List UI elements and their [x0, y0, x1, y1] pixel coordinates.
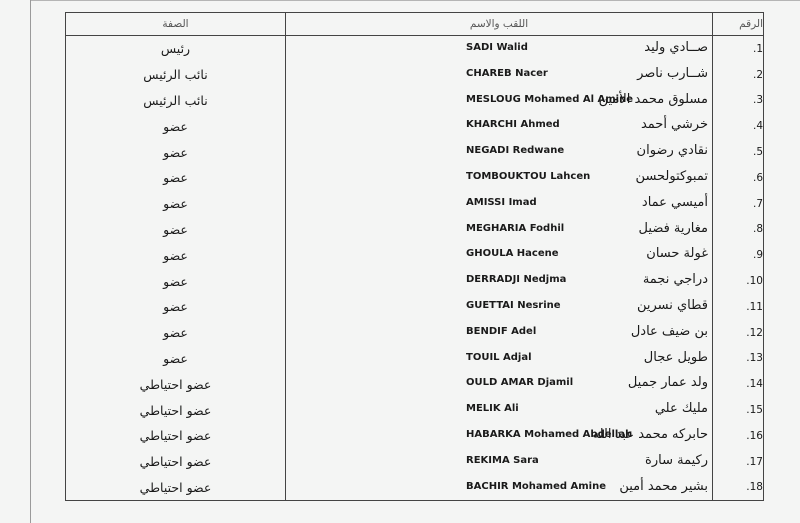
arabic-name: غولة حسان — [646, 246, 708, 262]
latin-name: HABARKA Mohamed Abdellah — [466, 428, 633, 440]
row-name-cell — [286, 475, 713, 501]
row-name-cell — [286, 139, 713, 165]
row-role: عضو احتياطي — [66, 449, 286, 475]
row-role: عضو — [66, 113, 286, 139]
table-row — [66, 242, 764, 268]
table-row — [66, 423, 764, 449]
page-left-border — [30, 0, 31, 523]
arabic-name: تمبوكتولحسن — [635, 168, 708, 184]
table-row — [66, 36, 764, 62]
table-row — [66, 346, 764, 372]
latin-name: NEGADI Redwane — [466, 145, 565, 157]
row-name-cell — [286, 191, 713, 217]
table-row — [66, 113, 764, 139]
latin-name: KHARCHI Ahmed — [466, 119, 560, 131]
latin-name: AMISSI Imad — [466, 196, 537, 208]
row-role: عضو — [66, 139, 286, 165]
row-name-cell — [286, 346, 713, 372]
arabic-name: حابركه محمد عبد الله — [592, 426, 708, 442]
row-number: 17. — [713, 449, 764, 475]
row-number: 1. — [713, 36, 764, 62]
header-role: الصفة — [66, 13, 286, 36]
row-number: 11. — [713, 294, 764, 320]
row-name-cell — [286, 217, 713, 243]
latin-name: REKIMA Sara — [466, 454, 539, 466]
row-number: 2. — [713, 62, 764, 88]
row-role: عضو احتياطي — [66, 371, 286, 397]
latin-name: OULD AMAR Djamil — [466, 377, 574, 389]
table-header — [66, 13, 764, 36]
arabic-name: دراجي نجمة — [642, 272, 708, 288]
arabic-name: مغارية فضيل — [638, 220, 708, 236]
latin-name: BACHIR Mohamed Amine — [466, 480, 606, 492]
row-name-cell — [286, 88, 713, 114]
arabic-name: مليك علي — [654, 401, 708, 417]
header-row — [66, 13, 764, 36]
row-role: عضو احتياطي — [66, 397, 286, 423]
arabic-name: صــادي وليد — [644, 40, 708, 55]
arabic-name: أميسي عماد — [641, 194, 708, 210]
row-name-cell — [286, 36, 713, 62]
row-name-cell — [286, 113, 713, 139]
row-role: عضو — [66, 242, 286, 268]
table-row — [66, 268, 764, 294]
row-role: عضو احتياطي — [66, 423, 286, 449]
row-role: عضو — [66, 268, 286, 294]
row-role: عضو — [66, 346, 286, 372]
row-role: عضو — [66, 320, 286, 346]
row-role: عضو — [66, 165, 286, 191]
arabic-name: طويل عجال — [643, 349, 708, 365]
members-table — [65, 12, 764, 501]
arabic-name: خرشي أحمد — [640, 117, 708, 133]
table-row — [66, 139, 764, 165]
arabic-name: قطاي نسرين — [636, 297, 708, 313]
row-role: رئيس — [66, 36, 286, 62]
row-name-cell — [286, 371, 713, 397]
row-number: 4. — [713, 113, 764, 139]
table-body — [66, 36, 764, 501]
arabic-name: بشير محمد أمين — [619, 478, 708, 494]
arabic-name: ولد عمار جميل — [627, 375, 708, 391]
row-number: 5. — [713, 139, 764, 165]
row-role: عضو — [66, 217, 286, 243]
table-row — [66, 475, 764, 501]
row-name-cell — [286, 268, 713, 294]
latin-name: TOUIL Adjal — [466, 351, 532, 363]
row-number: 18. — [713, 475, 764, 501]
arabic-name: ركيمة سارة — [645, 452, 708, 468]
latin-name: SADI Walid — [466, 42, 528, 53]
row-name-cell — [286, 294, 713, 320]
latin-name: GHOULA Hacene — [466, 248, 559, 260]
row-name-cell — [286, 423, 713, 449]
row-number: 8. — [713, 217, 764, 243]
row-role: عضو — [66, 294, 286, 320]
latin-name: CHAREB Nacer — [466, 67, 548, 79]
latin-name: GUETTAI Nesrine — [466, 299, 561, 311]
row-name-cell — [286, 165, 713, 191]
row-name-cell — [286, 242, 713, 268]
row-name-cell — [286, 320, 713, 346]
table-row — [66, 217, 764, 243]
row-number: 10. — [713, 268, 764, 294]
arabic-name: شــارب ناصر — [637, 65, 708, 81]
table-row — [66, 88, 764, 114]
arabic-name: مسلوق محمد الأمين — [598, 91, 708, 107]
table-row — [66, 62, 764, 88]
row-number: 3. — [713, 88, 764, 114]
header-number: الرقم — [713, 13, 764, 36]
latin-name: MESLOUG Mohamed Al Amine — [466, 93, 633, 105]
table-row — [66, 449, 764, 475]
row-number: 15. — [713, 397, 764, 423]
row-number: 13. — [713, 346, 764, 372]
arabic-name: نقادي رضوان — [636, 143, 708, 159]
header-name: اللقب والاسم — [286, 13, 713, 36]
table-row — [66, 294, 764, 320]
row-name-cell — [286, 62, 713, 88]
row-number: 16. — [713, 423, 764, 449]
table-row — [66, 371, 764, 397]
row-name-cell — [286, 449, 713, 475]
table-row — [66, 165, 764, 191]
row-number: 9. — [713, 242, 764, 268]
page-top-border — [31, 0, 800, 1]
latin-name: DERRADJI Nedjma — [466, 274, 567, 286]
table-row — [66, 191, 764, 217]
table-row — [66, 397, 764, 423]
latin-name: BENDIF Adel — [466, 325, 537, 337]
row-role: نائب الرئيس — [66, 62, 286, 88]
table-row — [66, 320, 764, 346]
row-role: عضو — [66, 191, 286, 217]
row-number: 12. — [713, 320, 764, 346]
row-role: نائب الرئيس — [66, 88, 286, 114]
row-number: 14. — [713, 371, 764, 397]
row-name-cell — [286, 397, 713, 423]
row-number: 7. — [713, 191, 764, 217]
latin-name: TOMBOUKTOU Lahcen — [466, 170, 591, 182]
row-number: 6. — [713, 165, 764, 191]
latin-name: MEGHARIA Fodhil — [466, 222, 565, 234]
latin-name: MELIK Ali — [466, 403, 519, 415]
arabic-name: بن ضيف عادل — [630, 323, 708, 339]
row-role: عضو احتياطي — [66, 475, 286, 501]
